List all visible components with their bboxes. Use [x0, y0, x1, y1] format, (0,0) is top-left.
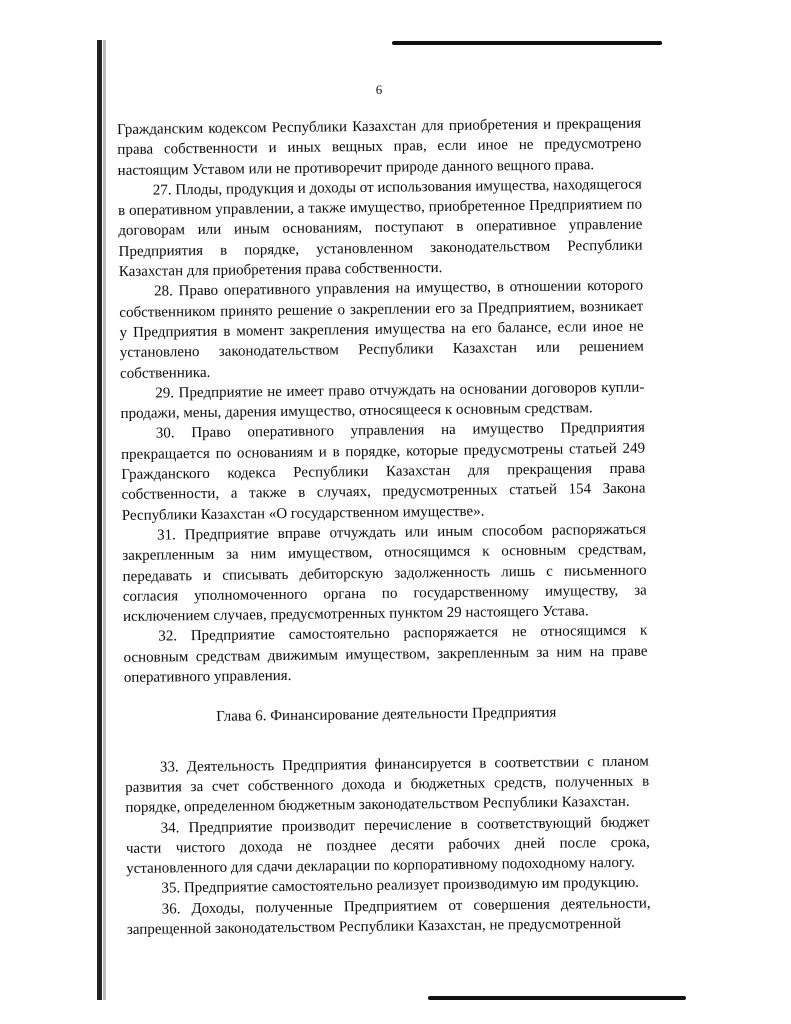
scan-bottom-edge	[428, 996, 686, 1000]
paragraph-32: 32. Предприятие самостоятельно распоряжается не относящимся к основным средствам движимым имуществом, закрепленным за ним на праве оперативного управления.	[123, 622, 648, 686]
page-number: 6	[375, 82, 383, 97]
paragraph-30: 30. Право оперативного управления на имущество Предприятия прекращается по основаниям и в порядке, которые предусмотрены статьей 249 Гражданского кодекса Республики Казахстан для прекращения права собственности, а также в случаях, предусмотренных статьей 154 Закона Республики Казахстан «О государственном имуществе».	[120, 420, 646, 524]
paragraph-continuation: Гражданским кодексом Республики Казахстан для приобретения и прекращения права собственности и иных вещных прав, если иное не предусмотрено настоящим Уставом или не противоречит природе данного вещного права.	[117, 115, 642, 179]
paragraph-35: 35. Предприятие самостоятельно реализует производимую им продукцию.	[161, 875, 640, 897]
paragraph-27: 27. Плоды, продукция и доходы от использования имущества, находящегося в оперативном управлении, а также имущество, приобретенное Предприятием по договорам или иным основаниям, поступают в оперативное управление Предприятия в порядке, установленном законодательством Республики Казахстан для приобретения права собственности.	[118, 176, 643, 281]
paragraph-28: 28. Право оперативного управления на имущество, в отношении которого собственником принято решение о закреплении его за Предприятием, возникает у Предприятия в момент закрепления имущества на его балансе, если иное не установлено законодательством Республики Казахстан или решением собственника.	[119, 277, 644, 382]
scan-left-edge	[97, 40, 102, 1000]
chapter-heading: Глава 6. Финансирование деятельности Предприятия	[216, 704, 557, 726]
paragraph-36: 36. Доходы, полученные Предприятием от совершения деятельности, запрещенной законодательством Республики Казахстан, не предусмотренной	[126, 895, 651, 938]
paragraph-29: 29. Предприятие не имеет право отчуждать на основании договоров купли-продажи, мены, дарения имущество, относящееся к основным средствам.	[120, 379, 645, 423]
scan-top-edge	[392, 41, 662, 45]
paragraph-33: 33. Деятельность Предприятия финансируется в соответствии с планом развития за счет собственного дохода и бюджетных средств, полученных в порядке, определенном бюджетным законодательством Республики Казахстан.	[125, 753, 650, 817]
document-body	[117, 114, 651, 941]
paragraph-34: 34. Предприятие производит перечисление в соответствующий бюджет части чистого дохода не позднее десяти рабочих дней после срока, установленного для сдачи декларации по корпоративному подоходному налогу.	[125, 814, 650, 878]
scan-left-edge-shadow	[103, 40, 106, 1000]
paragraph-31: 31. Предприятие вправе отчуждать или иным способом распоряжаться закрепленным за ним имуществом, относящимся к основным средствам, передавать и списывать дебиторскую задолженность лишь с письменного согласия уполномоченного органа по государственному имуществу, за исключением случаев, предусмотренных пунктом 29 настоящего Устава.	[122, 521, 647, 626]
